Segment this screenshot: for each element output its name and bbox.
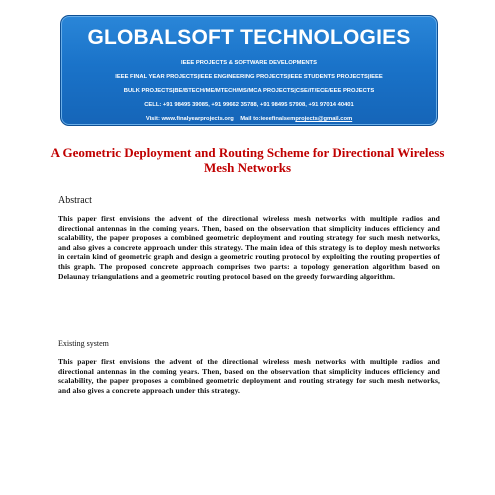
existing-system-heading: Existing system bbox=[58, 339, 109, 348]
banner-phone-numbers: CELL: +91 98495 39085, +91 99662 35788, +91 98495 57908, +91 97014 40401 bbox=[144, 102, 354, 108]
mail-label: Mail to:ieeefinalsem bbox=[240, 116, 296, 122]
abstract-heading: Abstract bbox=[58, 195, 92, 206]
banner-contact bbox=[61, 115, 437, 123]
banner-tagline: IEEE PROJECTS & SOFTWARE DEVELOPMENTS bbox=[181, 60, 317, 66]
company-name: GLOBALSOFT TECHNOLOGIES bbox=[87, 26, 411, 49]
banner-project-categories: BULK PROJECTS|BE/BTECH/ME/MTECH/MS/MCA PROJECTS|CSE/IT/ECE/EEE PROJECTS bbox=[123, 88, 375, 94]
banner-project-types: IEEE FINAL YEAR PROJECTS|IEEE ENGINEERING PROJECTS|IEEE STUDENTS PROJECTS|IEEE bbox=[115, 74, 383, 80]
paper-title: A Geometric Deployment and Routing Scheme for Directional Wireless Mesh Networks bbox=[50, 145, 445, 175]
existing-system-paragraph: This paper first envisions the advent of the directional wireless mesh networks with multiple radios and directional antennas in the coming years. Then, based on the observation that simplicity induces efficiency and scalability, the paper proposes a combined geometric deployment and routing strategy for such mesh networks, and also gives a concrete approach under this strategy. bbox=[58, 357, 440, 395]
abstract-paragraph: This paper first envisions the advent of the directional wireless mesh networks with multiple radios and directional antennas in the coming years. Then, based on the observation that simplicity induces efficiency and scalability, the paper proposes a combined geometric deployment and routing strategy for such mesh networks, and also gives a concrete approach under this strategy. The main idea of this strategy is to deploy mesh networks in certain kind of geometric graph and design a geometric routing protocol by exploiting the routing properties of this graph. The proposed concrete approach comprises two parts: a topology generation algorithm based on Delaunay triangulations and a geometric routing protocol based on the greedy forwarding algorithm. bbox=[58, 214, 440, 281]
header-banner bbox=[60, 15, 438, 126]
email-link[interactable]: projects@gmail.com bbox=[295, 116, 353, 122]
visit-website-text: Visit: www.finalyearprojects.org bbox=[145, 116, 234, 122]
